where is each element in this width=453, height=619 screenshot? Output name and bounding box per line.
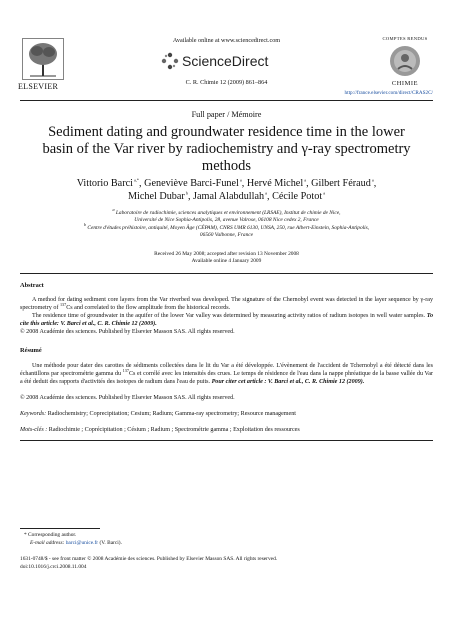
abstract-top-rule (20, 273, 433, 274)
sciencedirect-logo-icon (160, 51, 180, 71)
author-affil-mark: a (370, 177, 374, 183)
resume-text-b: Cs et corrélé avec les intensités des crues. Le temps de résidence de l'eau dans la nappe phréatique de la basse vallée du Var a été deduit des rapports d'activités des isotopes de radium dans l'eau de puits. (20, 370, 433, 385)
abstract-citation: To cite this article: V. Barci et al., C. R. Chimie 12 (2009). (20, 313, 433, 327)
email-link[interactable]: barci@unice.fr (64, 540, 99, 546)
available-date: Available online 4 January 2009 (191, 258, 262, 264)
resume-copyright: © 2008 Académie des sciences. Published by Elsevier Masson SAS. All rights reserved. (20, 395, 235, 401)
isotope-mass: 137 (122, 367, 129, 373)
dates (0, 251, 453, 265)
resume-text-a: Une méthode pour dater des carottes de sédiments collectées dans le lit du Var a été développée. L'évènement de l'accident de Tchernobyl a été détecté dans les échantillons par spectrométrie gamma du (20, 363, 433, 377)
affil-mark-b: b (83, 222, 86, 228)
doi-line[interactable]: doi:10.1016/j.crci.2008.11.004 (20, 564, 87, 570)
chimie-label: CHIMIE (391, 80, 419, 87)
corresponding-author-text: Corresponding author. (26, 532, 77, 538)
author-separator: , (373, 178, 377, 189)
author-affil-mark: a (264, 190, 267, 196)
affiliation-b (0, 222, 453, 239)
title-line-2: basin of the Var river by radiochemistry and γ-ray spectrometry (42, 141, 411, 157)
keywords-label: Keywords: (20, 411, 47, 417)
elsevier-wordmark: ELSEVIER (18, 82, 59, 91)
corresponding-author-note (24, 532, 76, 539)
title-line-3: methods (201, 158, 252, 174)
author-name[interactable]: Geneviève Barci-Funel (144, 178, 239, 189)
author-name[interactable]: Michel Dubar (127, 191, 185, 202)
author-name[interactable]: Vittorio Barci (76, 178, 133, 189)
author-name[interactable]: Gilbert Féraud (311, 178, 371, 189)
isotope-mass: 137 (59, 301, 67, 307)
keywords-bottom-rule (20, 440, 433, 441)
authors-line-1 (0, 177, 453, 190)
mots-cles-text: Radiochimie ; Coprécipitation ; Césium ; Radium ; Spectrométrie gamma ; Exploitation des ressources (47, 427, 300, 433)
authors-line-2 (0, 190, 453, 203)
affil-mark-a: a (112, 207, 115, 213)
affil-a-line-2: Université de Nice Sophia-Antipolis, 28, avenue Valrose, 06108 Nice cedex 2, France (134, 217, 319, 223)
abstract-p1-text-a: A method for dating sediment core layers from the Var riverbed was developed. The signature of the Chernobyl event was detected in the layer sequence by γ-ray spectrometry of (20, 297, 433, 311)
abstract-p1-text-b: Cs and correlated to the flow amplitude from the historical records. (66, 304, 231, 311)
abstract-copyright: © 2008 Académie des sciences. Published by Elsevier Masson SAS. All rights reserved. (20, 329, 235, 335)
author-separator: , (306, 178, 312, 189)
received-date: Received 26 May 2008; accepted after revision 13 November 2008 (154, 251, 299, 257)
available-online-text: Available online at www.sciencedirect.com (172, 37, 281, 44)
title-line-1: Sediment dating and groundwater residence time in the lower (48, 124, 405, 140)
footnote-rule (20, 528, 100, 529)
author-separator: , (139, 178, 145, 189)
email-label: E-mail address: (30, 540, 65, 546)
author-affil-mark: a (238, 177, 242, 183)
resume-citation: Pour citer cet article : V. Barci et al., C. R. Chimie 12 (2009). (211, 378, 365, 385)
author-separator: , (266, 191, 273, 202)
abstract-paragraph-1 (20, 297, 433, 313)
affiliation-a (0, 207, 453, 224)
author-affil-mark: a,* (132, 177, 139, 183)
author-separator: , (187, 191, 194, 202)
footnote-star: * (24, 532, 27, 538)
affil-b-line-2: 06560 Valbonne, France (199, 232, 254, 238)
mots-cles (20, 427, 433, 435)
issn-line: 1631-0748/$ - see front matter © 2008 Académie des sciences. Published by Elsevier Masson SAS. All rights reserved. (20, 556, 278, 562)
abstract-paragraph-2 (20, 313, 433, 329)
resume-heading: Résumé (20, 347, 42, 354)
abstract-p2-text: The residence time of groundwater in the aquifer of the lower Var valley was determined by measuring activity ratios of radium isotopes in well water samples. (32, 313, 427, 319)
author-name[interactable]: Cécile Potot (272, 191, 323, 202)
author-name[interactable]: Jamal Alabdullah (193, 191, 265, 202)
email-note (30, 540, 122, 547)
email-tail: (V. Barci). (98, 540, 122, 546)
affil-a-line-1: Laboratoire de radiochimie, sciences analytiques et environnement (LRSAE), Institut de chimie de Nice, (115, 210, 341, 216)
author-separator: , (241, 178, 247, 189)
affil-b-line-1: Centre d'études préhistoire, antiquité, Moyen Âge (CÉPAM), CNRS UMR 6130, UNSA, 250, rue Albert-Einstein, Sophia-Antipolis, (87, 225, 370, 231)
author-affil-mark: a (322, 190, 326, 196)
journal-url-text: http://france.elsevier.com/direct/CRAS2C/ (344, 90, 433, 96)
keywords-text: Radiochemistry; Coprecipitation; Cesium; Radium; Gamma-ray spectrometry; Resource management (46, 411, 296, 417)
resume-paragraph (20, 363, 433, 386)
journal-reference: C. R. Chimie 12 (2009) 861–864 (185, 79, 268, 86)
academie-seal-icon (387, 44, 423, 78)
article-title (0, 124, 453, 175)
abstract-heading: Abstract (20, 282, 44, 289)
article-type: Full paper / Mémoire (191, 110, 262, 119)
keywords (20, 411, 433, 419)
comptes-rendus-label: COMPTES RENDUS (382, 36, 428, 41)
elsevier-tree-logo-icon (22, 38, 64, 80)
sciencedirect-wordmark: ScienceDirect (182, 53, 269, 69)
journal-url-link[interactable] (330, 90, 433, 96)
mots-cles-label: Mots-clés : (20, 427, 48, 433)
author-name[interactable]: Hervé Michel (246, 178, 304, 189)
header-rule (20, 100, 433, 101)
author-affil-mark: a (303, 177, 307, 183)
author-affil-mark: b (184, 190, 188, 196)
